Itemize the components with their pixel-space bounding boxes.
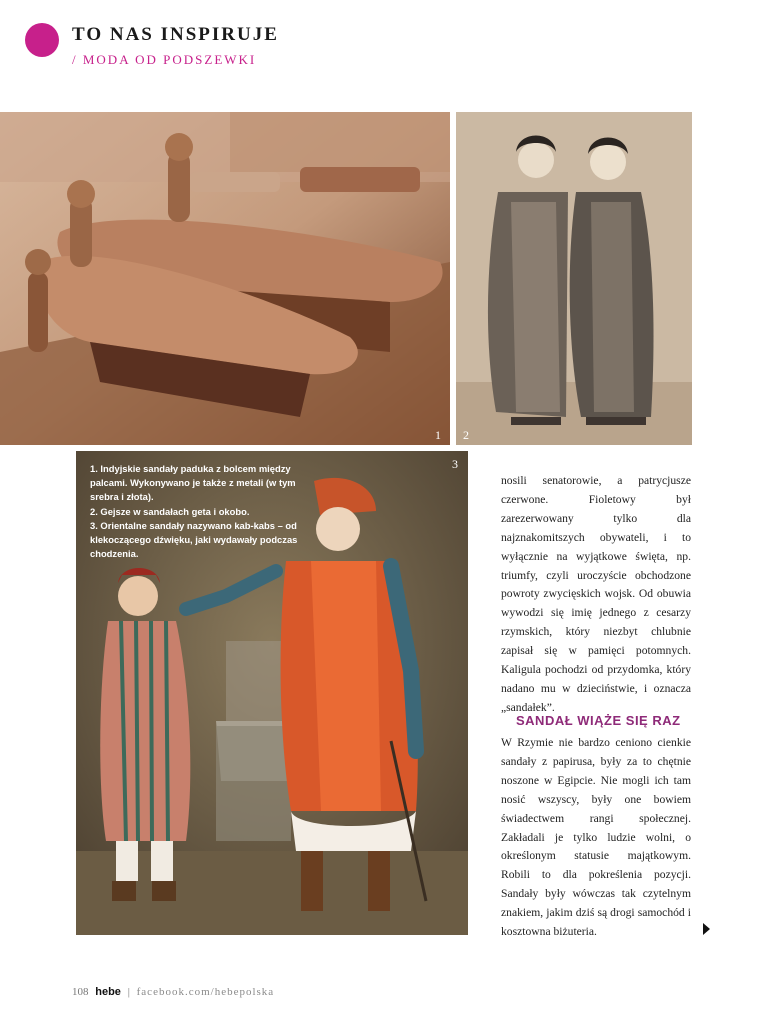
section-subtitle: / MODA OD PODSZEWKI [72,52,257,67]
caption-3: 3. Orientalne sandały nazywano kab-kabs – od klekoczącego dźwięku, jaki wydawały podczas chodzenia. [90,519,298,560]
photo-number-1: 1 [435,428,441,442]
article-column-bottom [501,734,691,942]
section-title: TO NAS INSPIRUJE [72,24,279,45]
footer-website-link[interactable]: facebook.com/hebepolska [136,986,275,998]
section-dot [25,23,59,57]
continue-arrow-icon [703,923,710,935]
photo-number-3: 3 [452,457,458,471]
photo-wooden-sandals [0,112,450,445]
page-footer [72,986,274,998]
footer-separator: | [127,986,130,998]
caption-2: 2. Gejsze w sandałach geta i okobo. [90,505,250,517]
article-column-top [501,472,691,718]
article-subheading: SANDAŁ WIĄŻE SIĘ RAZ [516,713,681,728]
photo-number-2: 2 [463,428,469,442]
article-paragraph-top: nosili senatorowie, a patrycjusze czerwone. Fioletowy był zarezerwowany tylko dla najznakomitszych obywateli, i to wyłącznie na wyjątkowe święta, np. triumfy, czyli uroczyście obchodzone powroty zwycięskich wojsk. Od obuwia wywodzi się imię jednego z cesarzy rzymskich, który niezbyt chlubnie zapisał się w pamięci potomnych. Kaligula pochodzi od przydomka, który nadano mu w dzieciństwie, i oznacza „sandałek”. [501,474,691,714]
caption-1: 1. Indyjskie sandały paduka z bolcem między palcami. Wykonywano je także z metali (w tym srebra i złota). [90,463,296,503]
brand-logo: hebe [95,986,121,998]
article-paragraph-bottom: W Rzymie nie bardzo ceniono cienkie sandały z papirusa, były za to chętnie noszone w Egipcie. Nie mogli ich tam nosić wszyscy, były one bowiem świadectwem rangi społecznej. Zakładali je tylko ludzie wolni, o określonym statusie majątkowym. Robili to dla pokreślenia pozycji. Sandały były wówczas tak czytelnym znakiem, jakim dziś są drogi samochód i kosztowna biżuteria. [501,736,691,939]
photo-geishas [456,112,692,445]
photo-captions [90,462,305,561]
page-number: 108 [72,986,89,998]
